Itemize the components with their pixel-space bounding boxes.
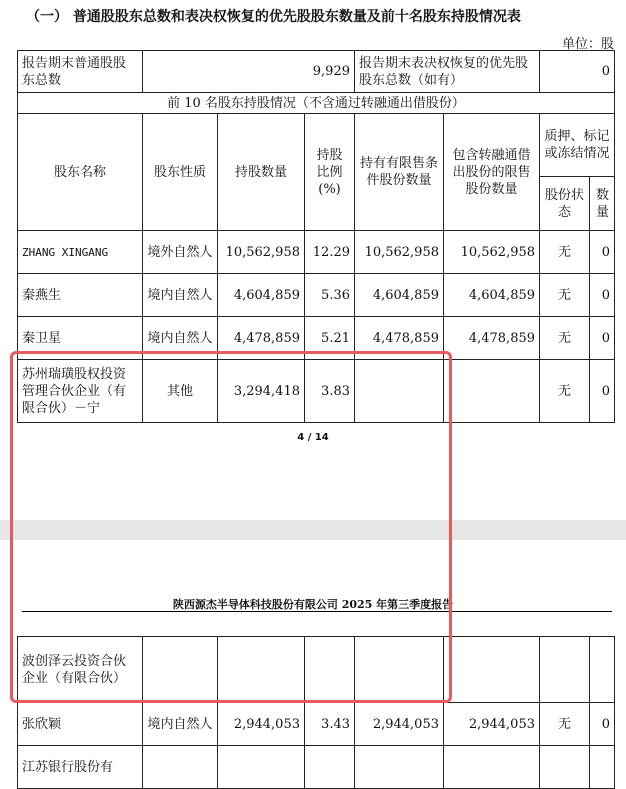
cell-nature: 境内自然人 [143,317,218,360]
header-name: 股东名称 [18,114,143,231]
cell-shares: 2,944,053 [218,703,305,746]
cell-nature [143,637,218,703]
cell-nature [143,746,218,789]
caption-row [18,93,615,114]
cell-qty: 0 [590,231,615,274]
cell-lent: 4,604,859 [444,274,540,317]
cell-status [540,746,590,789]
cell-status: 无 [540,360,590,423]
cell-ratio: 3.83 [305,360,355,423]
cell-status: 无 [540,703,590,746]
table-row [18,317,615,360]
page-header: 陕西源杰半导体科技股份有限公司 2025 年第三季度报告 [172,598,454,611]
cell-name: 苏州瑞璜股权投资管理合伙企业（有限合伙）－宁 [18,360,143,423]
cell-lent [444,637,540,703]
cell-restricted: 4,478,859 [355,317,444,360]
cell-qty: 0 [590,274,615,317]
common-holders-label: 报告期末普通股股东总数 [18,51,143,93]
cell-ratio: 5.21 [305,317,355,360]
section-title: （一） 普通股股东总数和表决权恢复的优先股股东数量及前十名股东持股情况表 [26,9,521,25]
header-shares: 持股数量 [218,114,305,231]
cell-qty [590,637,615,703]
cell-qty [590,746,615,789]
cell-restricted: 4,604,859 [355,274,444,317]
header-rule [22,611,612,612]
pref-holders-value: 0 [540,51,615,93]
table-row [18,703,615,746]
cell-name: 秦燕生 [18,274,143,317]
header-ratio: 持股比例(%) [305,114,355,231]
cell-name: 秦卫星 [18,317,143,360]
cell-name: 江苏银行股份有 [18,746,143,789]
cell-lent [444,360,540,423]
header-pledge: 质押、标记或冻结情况 [540,114,615,177]
pref-holders-label: 报告期末表决权恢复的优先股股东总数（如有） [355,51,540,93]
cell-restricted [355,746,444,789]
unit-label: 单位：股 [561,37,614,52]
cell-ratio [305,637,355,703]
cell-ratio [305,746,355,789]
cell-ratio: 5.36 [305,274,355,317]
cell-restricted [355,637,444,703]
cell-lent: 2,944,053 [444,703,540,746]
cell-shares: 4,478,859 [218,317,305,360]
cell-lent: 10,562,958 [444,231,540,274]
header-nature: 股东性质 [143,114,218,231]
table-row [18,231,615,274]
cell-restricted [355,360,444,423]
cell-name: 张欣颖 [18,703,143,746]
cell-nature: 其他 [143,360,218,423]
cell-nature: 境内自然人 [143,274,218,317]
summary-row [18,51,615,93]
page-number: 4 / 14 [297,432,329,443]
cell-shares: 10,562,958 [218,231,305,274]
shareholder-table-continued [17,636,615,789]
cell-restricted: 2,944,053 [355,703,444,746]
page-separator [0,520,626,540]
cell-status: 无 [540,231,590,274]
cell-ratio: 12.29 [305,231,355,274]
header-restricted: 持有有限售条件股份数量 [355,114,444,231]
cell-shares [218,746,305,789]
cell-nature: 境内自然人 [143,703,218,746]
header-row [18,114,615,177]
cell-qty: 0 [590,360,615,423]
header-lent: 包含转融通借出股份的限售股份数量 [444,114,540,231]
cell-shares: 3,294,418 [218,360,305,423]
cell-name: 波创泽云投资合伙企业（有限合伙） [18,637,143,703]
header-pledge-status: 股份状态 [540,177,590,231]
table-row [18,746,615,789]
cell-nature: 境外自然人 [143,231,218,274]
cell-name: ZHANG XINGANG [18,231,143,274]
cell-status [540,637,590,703]
table-row [18,637,615,703]
shareholder-table [17,50,615,423]
cell-qty: 0 [590,703,615,746]
table-row [18,274,615,317]
cell-status: 无 [540,274,590,317]
table-caption: 前 10 名股东持股情况（不含通过转融通出借股份） [18,93,615,114]
table-row [18,360,615,423]
cell-shares [218,637,305,703]
cell-lent [444,746,540,789]
header-pledge-qty: 数量 [590,177,615,231]
cell-status: 无 [540,317,590,360]
cell-lent: 4,478,859 [444,317,540,360]
cell-restricted: 10,562,958 [355,231,444,274]
report-page-5 [0,540,626,775]
cell-qty: 0 [590,317,615,360]
cell-ratio: 3.43 [305,703,355,746]
cell-shares: 4,604,859 [218,274,305,317]
common-holders-value: 9,929 [143,51,355,93]
